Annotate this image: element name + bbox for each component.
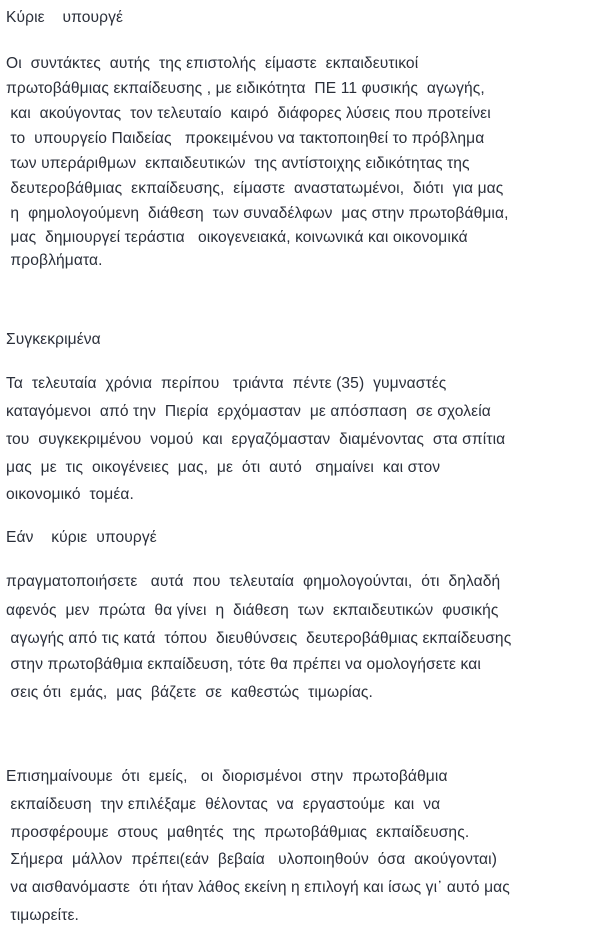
paragraph-line: σεις ότι εμάς, μας βάζετε σε καθεστώς τιμωρίας. xyxy=(6,684,373,701)
paragraph-line: των υπεράριθμων εκπαιδευτικών της αντίστοιχης ειδικότητας της xyxy=(6,155,470,172)
paragraph-line: να αισθανόμαστε ότι ήταν λάθος εκείνη η επιλογή και ίσως γι᾽ αυτό μας xyxy=(6,879,510,896)
paragraph-line: Οι συντάκτες αυτής της επιστολής είμαστε εκπαιδευτικοί xyxy=(6,55,419,72)
paragraph-line: προβλήματα. xyxy=(6,252,103,269)
paragraph-line: οικονομικό τομέα. xyxy=(6,486,134,503)
paragraph-line: προσφέρουμε στους μαθητές της πρωτοβάθμιας εκπαίδευσης. xyxy=(6,824,470,841)
paragraph-line: αφενός μεν πρώτα θα γίνει η διάθεση των εκπαιδευτικών φυσικής xyxy=(6,602,499,619)
paragraph-line: αγωγής από τις κατά τόπου διευθύνσεις δευτεροβάθμιας εκπαίδευσης xyxy=(6,630,512,647)
section-heading: Εάν κύριε υπουργέ xyxy=(6,529,157,546)
paragraph-line: μας δημιουργεί τεράστια οικογενειακά, κοινωνικά και οικονομικά xyxy=(6,229,468,246)
paragraph-line: στην πρωτοβάθμια εκπαίδευση, τότε θα πρέπει να ομολογήσετε και xyxy=(6,656,481,673)
paragraph-line: και ακούγοντας τον τελευταίο καιρό διάφορες λύσεις που προτείνει xyxy=(6,105,491,122)
section-heading: Συγκεκριμένα xyxy=(6,331,101,348)
salutation: Κύριε υπουργέ xyxy=(6,9,124,26)
paragraph-line: Σήμερα μάλλον πρέπει(εάν βεβαία υλοποιηθούν όσα ακούγονται) xyxy=(6,851,497,868)
paragraph-line: πρωτοβάθμιας εκπαίδευσης , με ειδικότητα ΠΕ 11 φυσικής αγωγής, xyxy=(6,80,485,97)
paragraph-line: εκπαίδευση την επιλέξαμε θέλοντας να εργαστούμε και να xyxy=(6,796,441,813)
paragraph-line: πραγματοποιήσετε αυτά που τελευταία φημολογούνται, ότι δηλαδή xyxy=(6,573,501,590)
paragraph-line: η φημολογούμενη διάθεση των συναδέλφων μας στην πρωτοβάθμια, xyxy=(6,205,509,222)
paragraph-line: Τα τελευταία χρόνια περίπου τριάντα πέντε (35) γυμναστές xyxy=(6,375,447,392)
paragraph-line: του συγκεκριμένου νομού και εργαζόμασταν διαμένοντας στα σπίτια xyxy=(6,431,506,448)
paragraph-line: μας με τις οικογένειες μας, με ότι αυτό σημαίνει και στον xyxy=(6,459,441,476)
paragraph-line: τιμωρείτε. xyxy=(6,907,79,924)
paragraph-line: το υπουργείο Παιδείας προκειμένου να τακτοποιηθεί το πρόβλημα xyxy=(6,130,485,147)
paragraph-line: δευτεροβάθμιας εκπαίδευσης, είμαστε αναστατωμένοι, διότι για μας xyxy=(6,180,504,197)
paragraph-line: Επισημαίνουμε ότι εμείς, οι διορισμένοι στην πρωτοβάθμια xyxy=(6,768,448,785)
paragraph-line: καταγόμενοι από την Πιερία ερχόμασταν με απόσπαση σε σχολεία xyxy=(6,403,491,420)
